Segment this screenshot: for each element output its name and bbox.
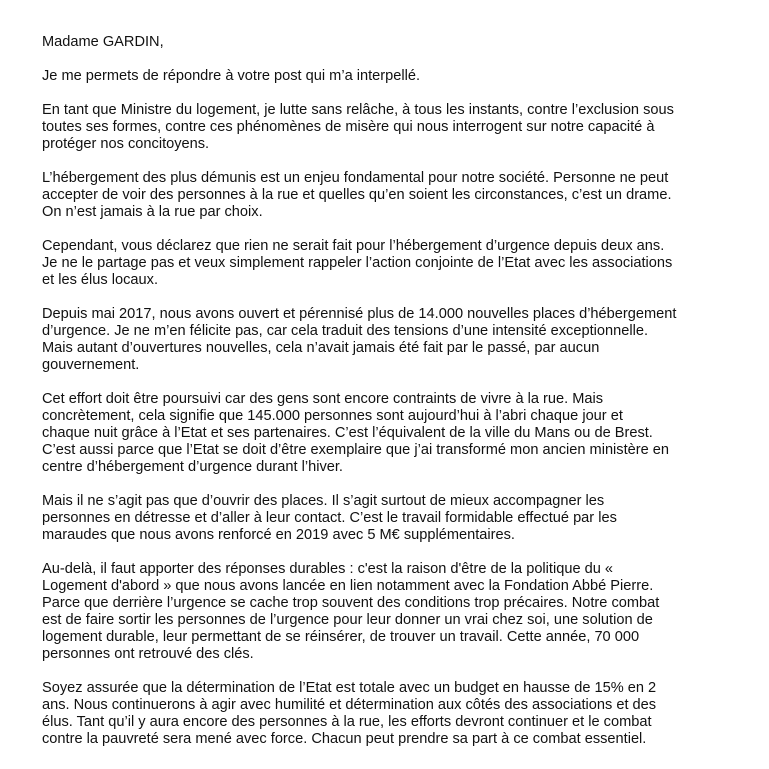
text-line: accepter de voir des personnes à la rue et quelles qu’en soient les circonstances, c’est un drame. [42, 187, 672, 203]
text-line: Au-delà, il faut apporter des réponses durables : c'est la raison d'être de la politique du « [42, 561, 614, 577]
paragraph [42, 391, 732, 476]
text-line: Madame GARDIN, [42, 34, 164, 50]
text-line: et les élus locaux. [42, 272, 159, 288]
text-line: contre la pauvreté sera mené avec force. Chacun peut prendre sa part à ce combat essentiel. [42, 731, 647, 747]
text-line: protéger nos concitoyens. [42, 136, 210, 152]
text-line: C’est aussi parce que l’Etat se doit d’être exemplaire que j’ai transformé mon ancien ministère en [42, 442, 670, 458]
text-line: personnes en détresse et d’aller à leur contact. C’est le travail formidable effectué par les [42, 510, 617, 526]
text-line: Cependant, vous déclarez que rien ne serait fait pour l’hébergement d’urgence depuis deux ans. [42, 238, 665, 254]
text-line: logement durable, leur permettant de se réinsérer, de trouver un travail. Cette année, 70 000 [42, 629, 640, 645]
text-line: Je ne le partage pas et veux simplement rappeler l’action conjointe de l’Etat avec les associations [42, 255, 673, 271]
paragraph [42, 680, 732, 748]
text-line: Depuis mai 2017, nous avons ouvert et pérennisé plus de 14.000 nouvelles places d’hébergement [42, 306, 677, 322]
text-line: gouvernement. [42, 357, 140, 373]
text-line: Je me permets de répondre à votre post qui m’a interpellé. [42, 68, 421, 84]
paragraphs-container [42, 68, 732, 748]
text-line: Parce que derrière l’urgence se cache trop souvent des conditions trop précaires. Notre combat [42, 595, 660, 611]
text-line: chaque nuit grâce à l’Etat et ses partenaires. C’est l’équivalent de la ville du Mans ou de Brest. [42, 425, 653, 441]
text-line: Mais autant d’ouvertures nouvelles, cela n’avait jamais été fait par le passé, par aucun [42, 340, 600, 356]
paragraph [42, 561, 732, 663]
paragraph [42, 170, 732, 221]
paragraph [42, 306, 732, 374]
text-line: élus. Tant qu’il y aura encore des personnes à la rue, les efforts devront continuer et le combat [42, 714, 652, 730]
text-line: Soyez assurée que la détermination de l’Etat est totale avec un budget en hausse de 15% en 2 [42, 680, 657, 696]
text-line: maraudes que nous avons renforcé en 2019 avec 5 M€ supplémentaires. [42, 527, 515, 543]
text-line: Logement d'abord » que nous avons lancée en lien notamment avec la Fondation Abbé Pierre. [42, 578, 654, 594]
text-line: Mais il ne s’agit pas que d’ouvrir des places. Il s’agit surtout de mieux accompagner les [42, 493, 605, 509]
text-line: centre d’hébergement d’urgence durant l’hiver. [42, 459, 343, 475]
text-line: L’hébergement des plus démunis est un enjeu fondamental pour notre société. Personne ne peut [42, 170, 669, 186]
paragraph [42, 493, 732, 544]
text-line: ans. Nous continuerons à agir avec humilité et détermination aux côtés des associations et des [42, 697, 657, 713]
text-line: est de faire sortir les personnes de l’urgence pour leur donner un vrai chez soi, une solution de [42, 612, 653, 628]
paragraph [42, 238, 732, 289]
text-line: toutes ses formes, contre ces phénomènes de misère qui nous interrogent sur notre capacité à [42, 119, 655, 135]
salutation [42, 34, 732, 51]
text-line: Cet effort doit être poursuivi car des gens sont encore contraints de vivre à la rue. Mais [42, 391, 604, 407]
text-line: concrètement, cela signifie que 145.000 personnes sont aujourd’hui à l’abri chaque jour et [42, 408, 623, 424]
text-line: En tant que Ministre du logement, je lutte sans relâche, à tous les instants, contre l’exclusion sous [42, 102, 674, 118]
text-line: d’urgence. Je ne m’en félicite pas, car cela traduit des tensions d’une intensité exceptionnelle. [42, 323, 649, 339]
letter-body [42, 34, 732, 765]
text-line: personnes ont retrouvé des clés. [42, 646, 254, 662]
paragraph [42, 102, 732, 153]
paragraph [42, 68, 732, 85]
text-line: On n’est jamais à la rue par choix. [42, 204, 263, 220]
